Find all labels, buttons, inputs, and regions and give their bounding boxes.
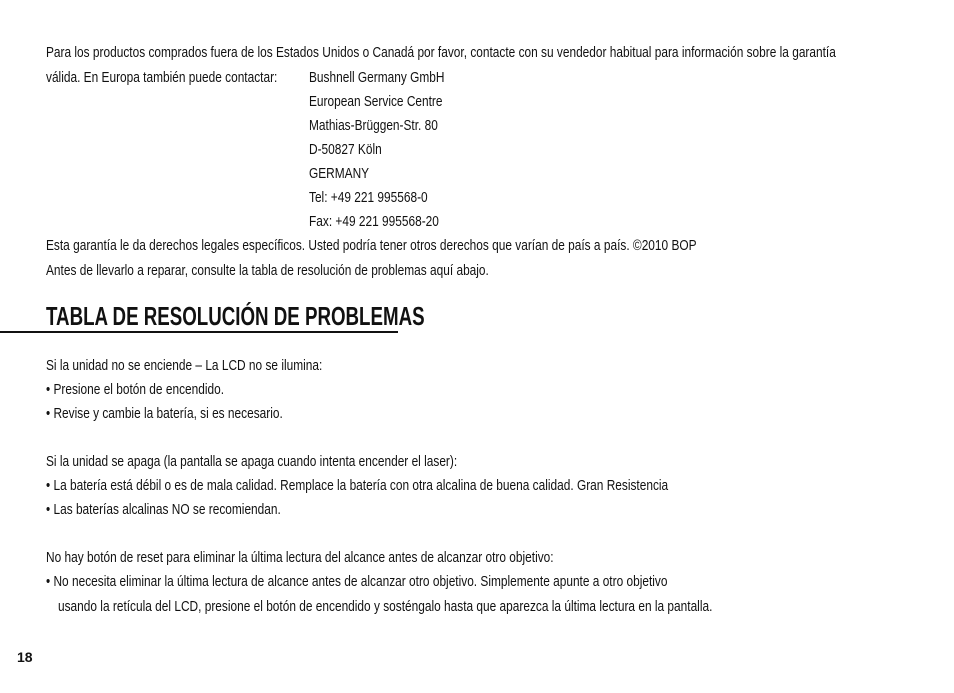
warranty-intro-line2-text: válida. En Europa también puede contactar: [46, 70, 278, 86]
issue1-question: Si la unidad no se enciende – La LCD no se ilumina: [46, 358, 323, 374]
warranty-intro-line2 [46, 69, 328, 87]
address-company: Bushnell Germany GmbH [309, 70, 445, 86]
address-centre: European Service Centre [309, 94, 443, 110]
page-number: 18 [17, 649, 33, 665]
troubleshooting-title: TABLA DE RESOLUCIÓN DE PROBLEMAS [46, 301, 425, 331]
issue3-bullet1: • No necesita eliminar la última lectura de alcance antes de alcanzar otro objetivo. Simplemente apunte a otro objetivo [46, 574, 668, 590]
address-city: D-50827 Köln [309, 142, 382, 158]
issue2-question: Si la unidad se apaga (la pantalla se apaga cuando intenta encender el laser): [46, 454, 458, 470]
heading-underline [0, 331, 398, 333]
warranty-repair-line: Antes de llevarlo a reparar, consulte la tabla de resolución de problemas aquí abajo. [46, 263, 489, 279]
issue3-question: No hay botón de reset para eliminar la última lectura del alcance antes de alcanzar otro objetivo: [46, 550, 554, 566]
address-country: GERMANY [309, 166, 370, 182]
address-fax: Fax: +49 221 995568-20 [309, 214, 439, 230]
address-phone: Tel: +49 221 995568-0 [309, 190, 428, 206]
issue1-bullet1: • Presione el botón de encendido. [46, 382, 225, 398]
warranty-intro-line1-text: Para los productos comprados fuera de los Estados Unidos o Canadá por favor, contacte con su vendedor habitual para información sobre la garantía [46, 45, 836, 61]
warranty-intro-line1 [46, 44, 954, 62]
address-street: Mathias-Brüggen-Str. 80 [309, 118, 438, 134]
warranty-rights-line: Esta garantía le da derechos legales específicos. Usted podría tener otros derechos que varían de país a país. ©2010 BOP [46, 238, 697, 254]
issue2-bullet1: • La batería está débil o es de mala calidad. Remplace la batería con otra alcalina de buena calidad. Gran Resistencia [46, 478, 669, 494]
issue1-bullet2: • Revise y cambie la batería, si es necesario. [46, 406, 283, 422]
issue2-bullet2: • Las baterías alcalinas NO se recomiendan. [46, 502, 281, 518]
issue3-bullet1-continuation: usando la retícula del LCD, presione el botón de encendido y sosténgalo hasta que aparezca la última lectura en la pantalla. [58, 599, 713, 615]
